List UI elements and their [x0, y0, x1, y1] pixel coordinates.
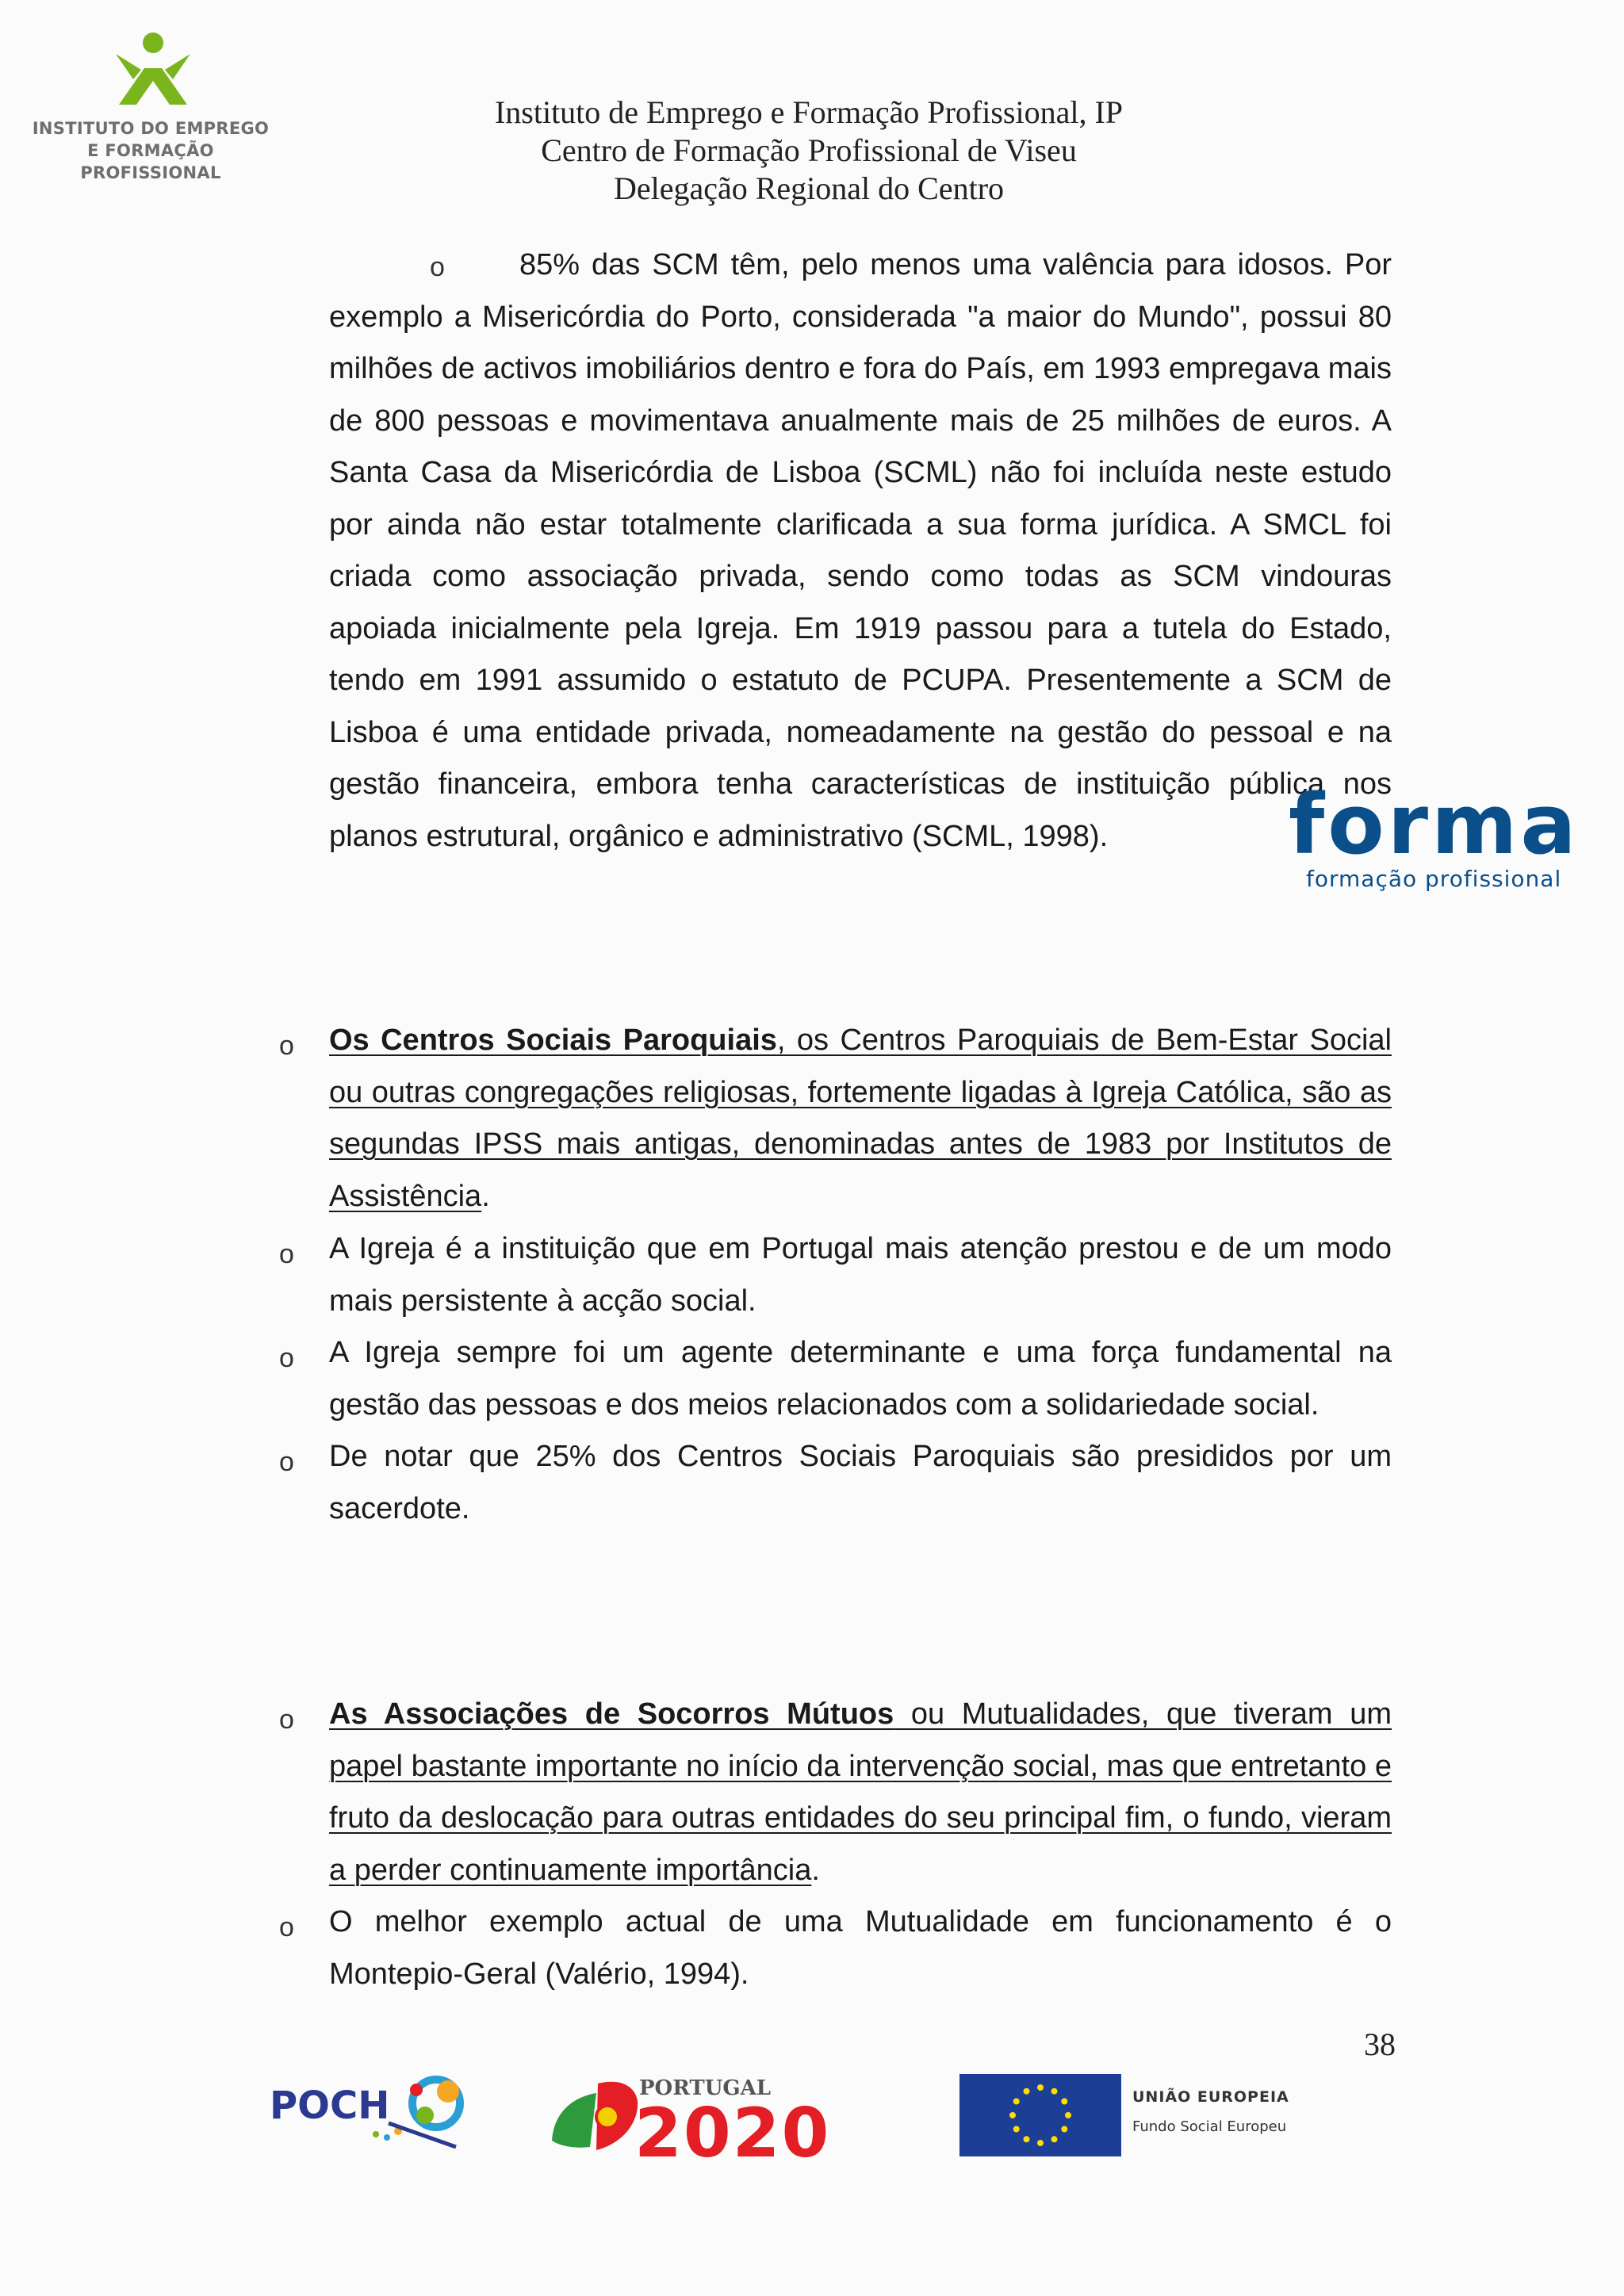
- centros-title: Os Centros Sociais Paroquiais: [329, 1024, 777, 1057]
- centros-description: , os Centros Paroquiais de Bem-Estar Social ou outras congregações religiosas, fortemente ligadas à Igreja Católica, são as segundas IPSS mais antigas, denominadas antes de 1983 por Institutos de Assistência: [329, 1024, 1392, 1213]
- header-delegation: Delegação Regional do Centro: [613, 170, 1005, 206]
- iefp-emblem-icon: [109, 32, 197, 111]
- portugal-year: 2020: [634, 2094, 831, 2163]
- bullet-marker: o: [430, 252, 445, 282]
- portugal-2020-emblem-icon: [546, 2068, 894, 2163]
- forma-logo: [1289, 776, 1614, 894]
- associacoes-title: As Associações de Socorros Mútuos: [329, 1697, 894, 1731]
- poch-emblem-icon: [270, 2068, 484, 2155]
- eu-title: UNIÃO EUROPEIA: [1132, 2088, 1289, 2106]
- eu-subtitle: Fundo Social Europeu: [1132, 2118, 1287, 2135]
- poch-logo: [270, 2068, 484, 2155]
- bullet-marker: o: [279, 1447, 294, 1477]
- document-header: [412, 94, 1205, 208]
- portugal-label: PORTUGAL: [639, 2076, 772, 2100]
- list-item: A Igreja sempre foi um agente determinante e uma força fundamental na gestão das pessoas e dos meios relacionados com a solidariedade social.: [329, 1336, 1392, 1422]
- scm-paragraph-text: 85% das SCM têm, pelo menos uma valência para idosos. Por exemplo a Misericórdia do Porto, considerada "a maior do Mundo", possui 80 milhões de activos imobiliários dentro e fora do País, em 1993 empregava mais de 800 pessoas e movimentava anualmente mais de 25 milhões de euros. A Santa Casa da Misericórdia de Lisboa (SCML) não foi incluída neste estudo por ainda não estar totalmente clarificada a sua forma jurídica. A SMCL foi criada como associação privada, sendo como todas as SCM vindouras apoiada inicialmente pela Igreja. Em 1919 passou para a tutela do Estado, tendo em 1991 assumido o estatuto de PCUPA. Presentemente a SCM de Lisboa é uma entidade privada, nomeadamente na gestão do pessoal e na gestão financeira, embora tenha características de instituição pública nos planos estrutural, orgânico e administrativo (SCML, 1998).: [329, 248, 1392, 853]
- eu-flag: [959, 2074, 1121, 2156]
- header-institute: Instituto de Emprego e Formação Profissional, IP: [494, 94, 1124, 130]
- bullet-marker: o: [279, 1705, 294, 1735]
- iefp-logo-line2: E FORMAÇÃO PROFISSIONAL: [80, 141, 221, 182]
- centros-heading-item: [329, 1015, 1392, 1223]
- iefp-logo-line1: INSTITUTO DO EMPREGO: [32, 119, 270, 138]
- page-number: 38: [1364, 2026, 1396, 2062]
- associacoes-end: .: [811, 1853, 820, 1887]
- list-item: O melhor exemplo actual de uma Mutualidade em funcionamento é o Montepio-Geral (Valério, 1994).: [329, 1905, 1392, 1991]
- eu-logo: [959, 2071, 1308, 2158]
- poch-logo-text: POCH: [270, 2084, 390, 2128]
- list-item: De notar que 25% dos Centros Sociais Paroquiais são presididos por um sacerdote.: [329, 1440, 1392, 1525]
- portugal-2020-logo: [546, 2068, 894, 2163]
- bullet-marker: o: [279, 1031, 294, 1061]
- associacoes-heading-item: [329, 1689, 1392, 1896]
- eu-stars-icon: [959, 2074, 1121, 2156]
- centros-end: .: [481, 1179, 490, 1213]
- forma-logo-subtitle: formação profissional: [1306, 866, 1562, 892]
- associacoes-description: ou Mutualidades, que tiveram um papel bastante importante no início da intervenção social, mas que entretanto e fruto da deslocação para outras entidades do seu principal fim, o fundo, vieram a perder continuamente importância: [329, 1697, 1392, 1887]
- bullet-marker: o: [279, 1912, 294, 1942]
- header-centre: Centro de Formação Profissional de Viseu: [541, 132, 1077, 168]
- bullet-marker: o: [279, 1343, 294, 1373]
- bullet-marker: o: [279, 1239, 294, 1269]
- forma-logo-word: forma: [1289, 776, 1580, 873]
- list-item: A Igreja é a instituição que em Portugal mais atenção prestou e de um modo mais persistente à acção social.: [329, 1232, 1392, 1318]
- iefp-logo-text: [24, 117, 278, 184]
- iefp-logo: [24, 32, 278, 182]
- scm-paragraph: [329, 239, 1392, 863]
